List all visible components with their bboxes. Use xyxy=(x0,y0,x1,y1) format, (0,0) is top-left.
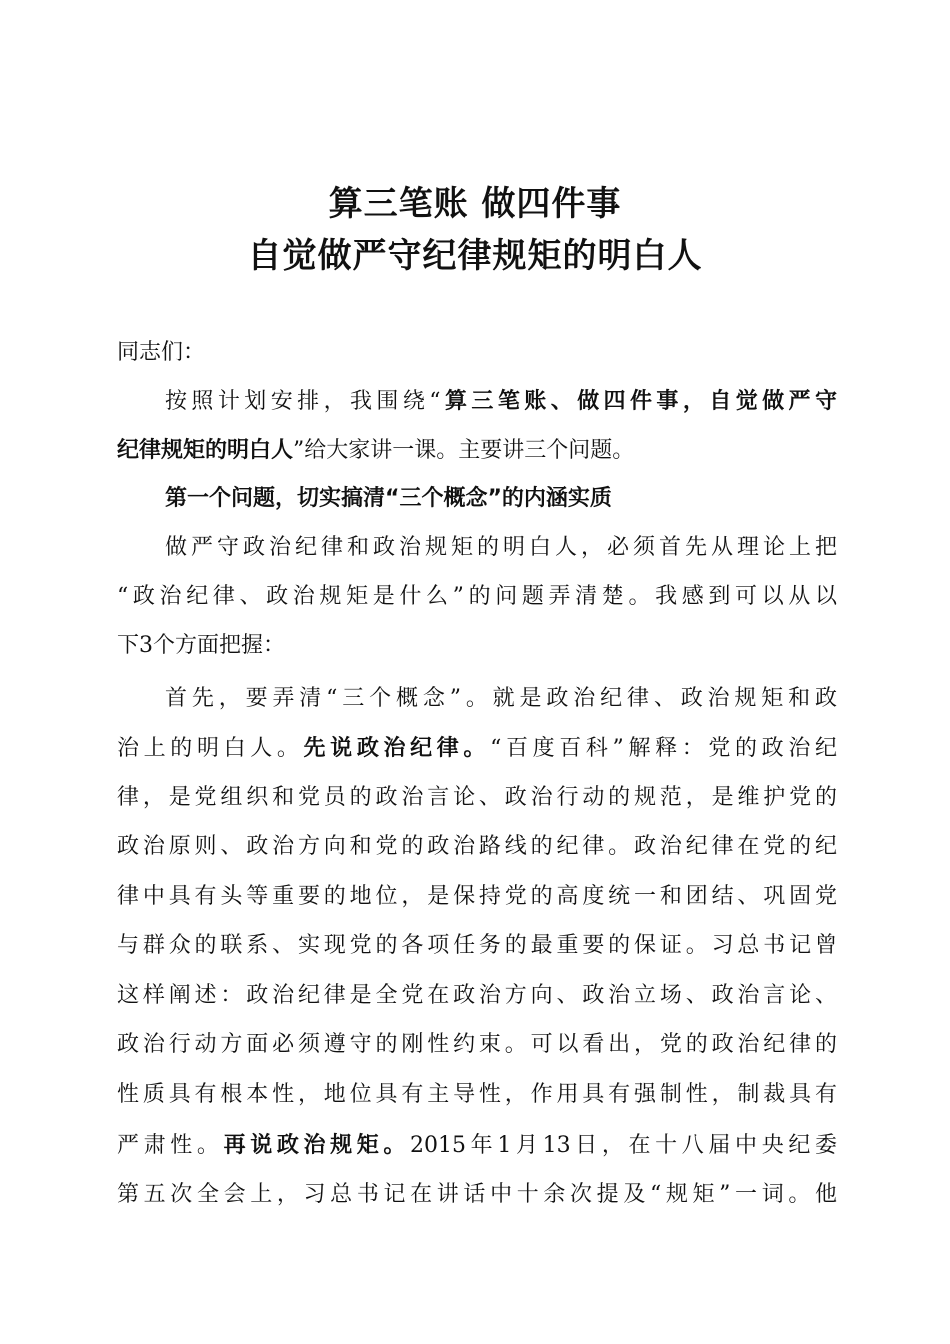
intro-text-cont: ”给大家讲一课。主要讲三个问题。 xyxy=(293,438,635,463)
section-heading-1: 第一个问题，切实搞清“三个概念”的内涵实质 xyxy=(165,486,612,511)
intro-text: 按照计划安排，我围绕“ xyxy=(165,389,441,414)
para2-text: 治上的明白人。 xyxy=(117,736,304,761)
salutation: 同志们： xyxy=(117,340,206,365)
para1-line-3: 下3个方面把握： xyxy=(117,633,285,658)
para2-line-8: 政治行动方面必须遵守的刚性约束。可以看出，党的政治纪律的 xyxy=(117,1032,837,1057)
para2-line-3: 律，是党组织和党员的政治言论、政治行动的规范，是维护党的 xyxy=(117,785,837,810)
document-title-line-2: 自觉做严守纪律规矩的明白人 xyxy=(247,236,703,276)
intro-line-1 xyxy=(165,386,837,417)
intro-bold-topic-cont: 纪律规矩的明白人 xyxy=(117,437,294,463)
intro-line-2 xyxy=(117,435,837,466)
para2-line-6: 与群众的联系、实现党的各项任务的最重要的保证。习总书记曾 xyxy=(117,933,837,958)
para2-line-9: 性质具有根本性，地位具有主导性，作用具有强制性，制裁具有 xyxy=(117,1082,837,1107)
para2-text-b-cont: 2015年1月13日，在十八届中央纪委 xyxy=(410,1133,837,1158)
para2-line-5: 律中具有头等重要的地位，是保持党的高度统一和团结、巩固党 xyxy=(117,884,837,909)
para2-bold-discipline: 先说政治纪律。 xyxy=(303,735,491,761)
para2-line-10 xyxy=(117,1130,837,1161)
para2-text-cont: “百度百科”解释：党的政治纪 xyxy=(490,736,837,761)
para1-line-1: 做严守政治纪律和政治规矩的明白人，必须首先从理论上把 xyxy=(165,535,837,560)
para2-line-11: 第五次全会上，习总书记在讲话中十余次提及“规矩”一词。他 xyxy=(117,1182,837,1207)
para2-line-4: 政治原则、政治方向和党的政治路线的纪律。政治纪律在党的纪 xyxy=(117,834,837,859)
intro-bold-topic: 算三笔账、做四件事，自觉做严守 xyxy=(440,388,837,414)
para2-line-1: 首先，要弄清“三个概念”。就是政治纪律、政治规矩和政 xyxy=(165,686,837,711)
para2-line-7: 这样阐述：政治纪律是全党在政治方向、政治立场、政治言论、 xyxy=(117,983,837,1008)
para2-bold-rules: 再说政治规矩。 xyxy=(223,1132,411,1158)
para1-line-2: “政治纪律、政治规矩是什么”的问题弄清楚。我感到可以从以 xyxy=(117,584,837,609)
para2-line-2 xyxy=(117,733,837,764)
document-title-line-1: 算三笔账 做四件事 xyxy=(328,184,622,224)
para2-text-b: 严肃性。 xyxy=(117,1133,224,1158)
